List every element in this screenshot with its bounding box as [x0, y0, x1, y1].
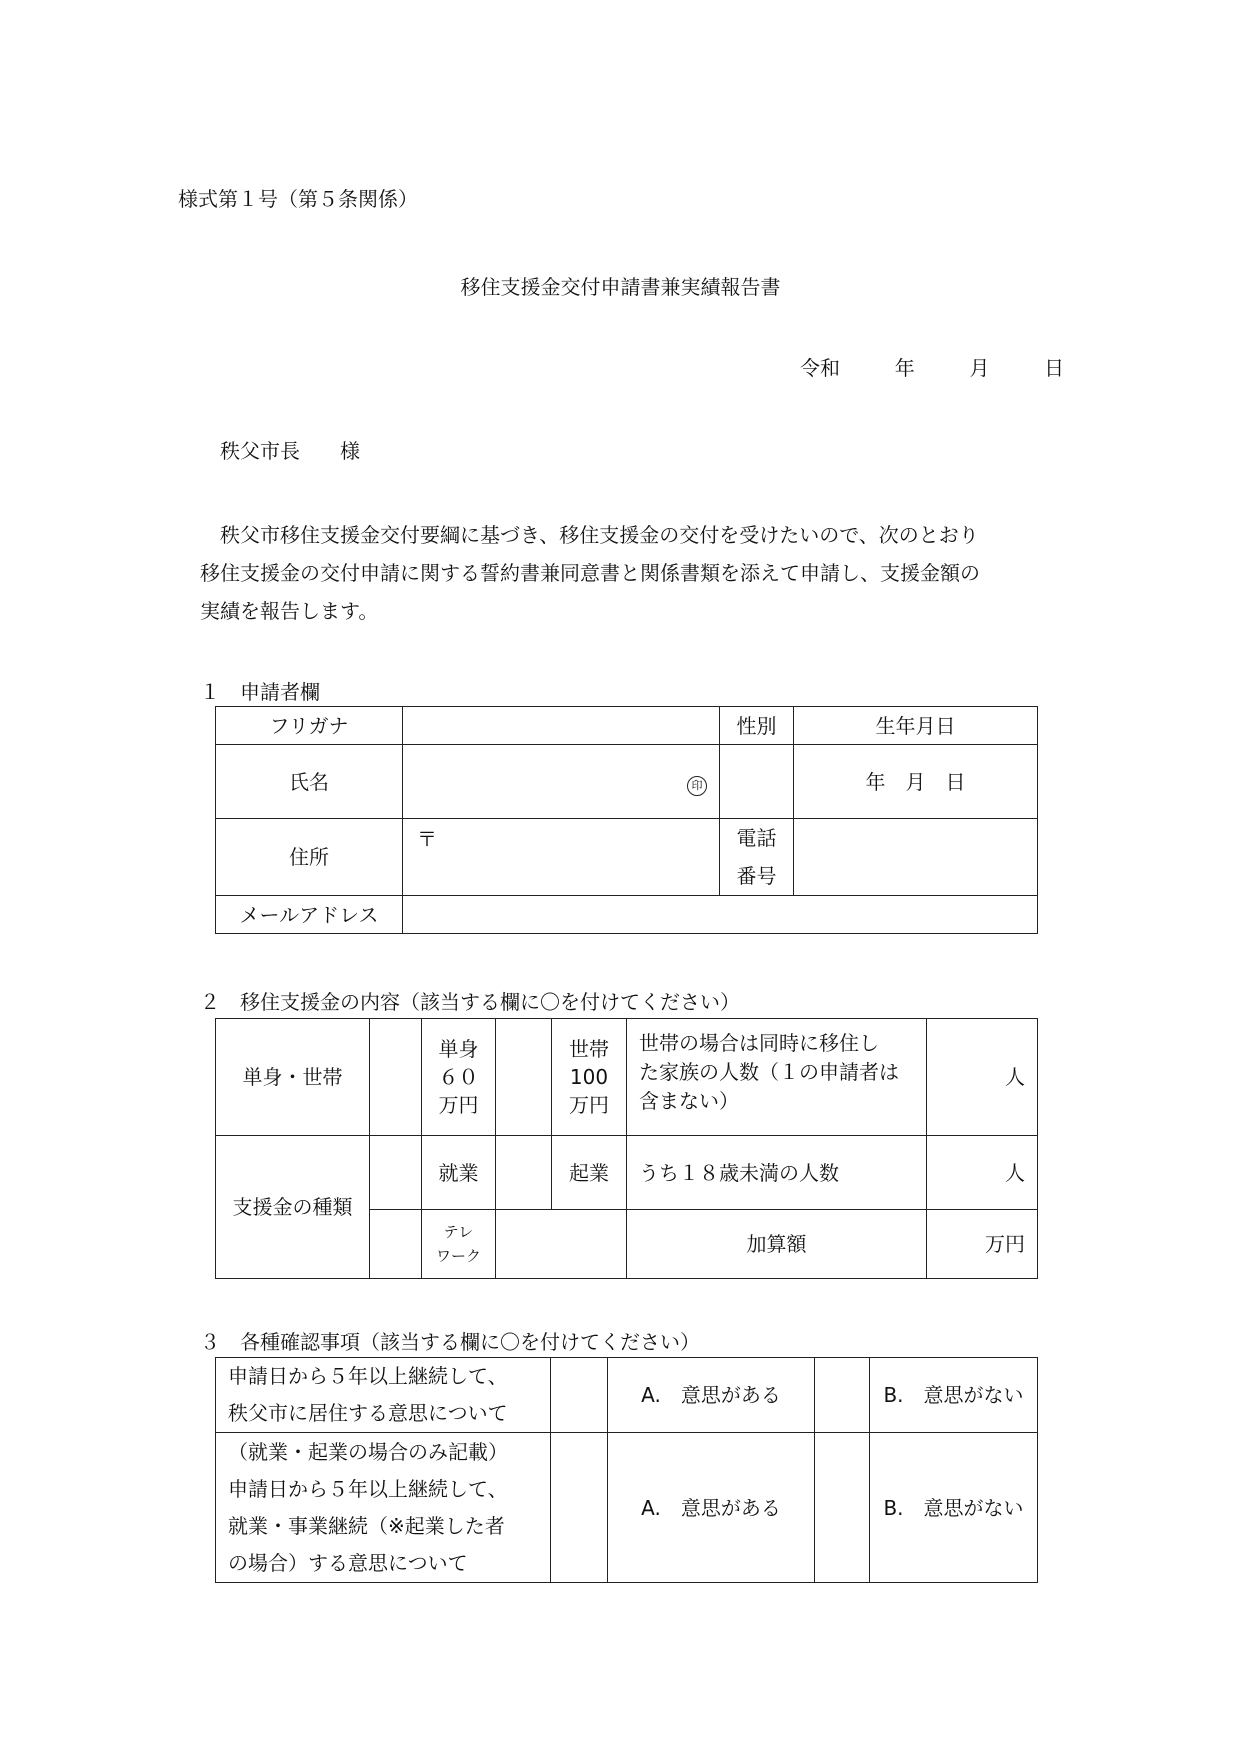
continuation-option-b: B. 意思がない: [870, 1433, 1038, 1583]
family-note-line: 世帯の場合は同時に移住し: [639, 1031, 879, 1055]
household-amount-line: 100: [569, 1065, 609, 1089]
household-amount-line: 世帯: [569, 1037, 609, 1061]
family-count-field[interactable]: 人: [927, 1019, 1038, 1136]
addition-label: 加算額: [627, 1210, 927, 1279]
continuation-a-check-cell[interactable]: [551, 1433, 608, 1583]
telework-label-line: テレ: [443, 1223, 474, 1241]
confirmation-table: [215, 1357, 1038, 1583]
addressee: 秩父市長 様: [220, 439, 360, 463]
date-year: 年: [894, 356, 915, 380]
birth-label: 生年月日: [794, 707, 1038, 745]
employment-check-cell[interactable]: [370, 1136, 422, 1210]
question-line: （就業・起業の場合のみ記載）: [228, 1439, 508, 1464]
phone-label-line: 電話: [736, 826, 777, 850]
section2-heading: ２ 移住支援金の内容（該当する欄に〇を付けてください）: [200, 990, 740, 1014]
single-amount-line: 万円: [438, 1093, 479, 1117]
telework-label-line: ワーク: [435, 1247, 481, 1265]
furigana-field[interactable]: [403, 707, 720, 745]
household-amount-line: 万円: [569, 1093, 609, 1117]
employment-label: 就業: [422, 1136, 496, 1210]
single-amount-line: 単身: [438, 1037, 479, 1061]
section1-heading: １ 申請者欄: [200, 680, 320, 704]
telework-label: [422, 1210, 496, 1279]
single-amount-line: ６０: [438, 1065, 479, 1089]
single-check-cell[interactable]: [370, 1019, 422, 1136]
addition-amount-field[interactable]: 万円: [927, 1210, 1038, 1279]
intro-line: 秩父市移住支援金交付要綱に基づき、移住支援金の交付を受けたいので、次のとおり: [220, 523, 979, 547]
family-note-line: 含まない）: [639, 1089, 739, 1113]
address-field[interactable]: [403, 819, 720, 896]
date-era: 令和: [800, 356, 840, 380]
startup-check-cell[interactable]: [496, 1136, 552, 1210]
under18-label: うち１８歳未満の人数: [627, 1136, 927, 1210]
question-line: 申請日から５年以上継続して、: [228, 1476, 508, 1501]
applicant-table: [215, 706, 1038, 934]
postal-mark: 〒: [417, 827, 437, 851]
question-line: の場合）する意思について: [228, 1550, 468, 1575]
gender-field[interactable]: [720, 745, 794, 819]
name-field[interactable]: [403, 745, 720, 819]
residence-b-check-cell[interactable]: [815, 1358, 870, 1433]
residence-option-a: A. 意思がある: [608, 1358, 815, 1433]
support-type-label: 支援金の種類: [216, 1136, 370, 1279]
gender-label: 性別: [720, 707, 794, 745]
residence-a-check-cell[interactable]: [551, 1358, 608, 1433]
phone-field[interactable]: [794, 819, 1038, 896]
intro-line: 実績を報告します。: [200, 599, 379, 623]
form-number: 様式第１号（第５条関係）: [178, 187, 418, 211]
single-amount: [422, 1019, 496, 1136]
family-note-line: た家族の人数（１の申請者は: [639, 1060, 899, 1084]
date-month: 月: [969, 356, 990, 380]
phone-label-line: 番号: [736, 864, 777, 888]
date-line: [800, 352, 1064, 381]
continuation-b-check-cell[interactable]: [815, 1433, 870, 1583]
startup-label: 起業: [552, 1136, 627, 1210]
section3-heading: ３ 各種確認事項（該当する欄に〇を付けてください）: [200, 1330, 700, 1354]
email-label: メールアドレス: [216, 896, 403, 934]
continuation-option-a: A. 意思がある: [608, 1433, 815, 1583]
address-label: 住所: [216, 819, 403, 896]
family-note: [627, 1019, 927, 1136]
name-label: 氏名: [216, 745, 403, 819]
household-check-cell[interactable]: [496, 1019, 552, 1136]
residence-option-b: B. 意思がない: [870, 1358, 1038, 1433]
telework-blank-cell: [496, 1210, 627, 1279]
question-residence: [216, 1358, 551, 1433]
question-line: 就業・事業継続（※起業した者: [228, 1513, 505, 1538]
support-content-table: [215, 1018, 1038, 1279]
single-household-label: 単身・世帯: [216, 1019, 370, 1136]
telework-check-cell[interactable]: [370, 1210, 422, 1279]
date-day: 日: [1044, 356, 1065, 380]
phone-label: [720, 819, 794, 896]
question-line: 秩父市に居住する意思について: [228, 1401, 508, 1425]
email-field[interactable]: [403, 896, 1038, 934]
question-line: 申請日から５年以上継続して、: [228, 1364, 508, 1388]
question-continuation: [216, 1433, 551, 1583]
furigana-label: フリガナ: [216, 707, 403, 745]
page-title: 移住支援金交付申請書兼実績報告書: [460, 275, 781, 299]
seal-mark: 印: [687, 776, 707, 796]
intro-line: 移住支援金の交付申請に関する誓約書兼同意書と関係書類を添えて申請し、支援金額の: [200, 561, 980, 585]
intro-paragraph: [200, 516, 980, 630]
birth-field[interactable]: 年 月 日: [794, 745, 1038, 819]
under18-count-field[interactable]: 人: [927, 1136, 1038, 1210]
household-amount: [552, 1019, 627, 1136]
